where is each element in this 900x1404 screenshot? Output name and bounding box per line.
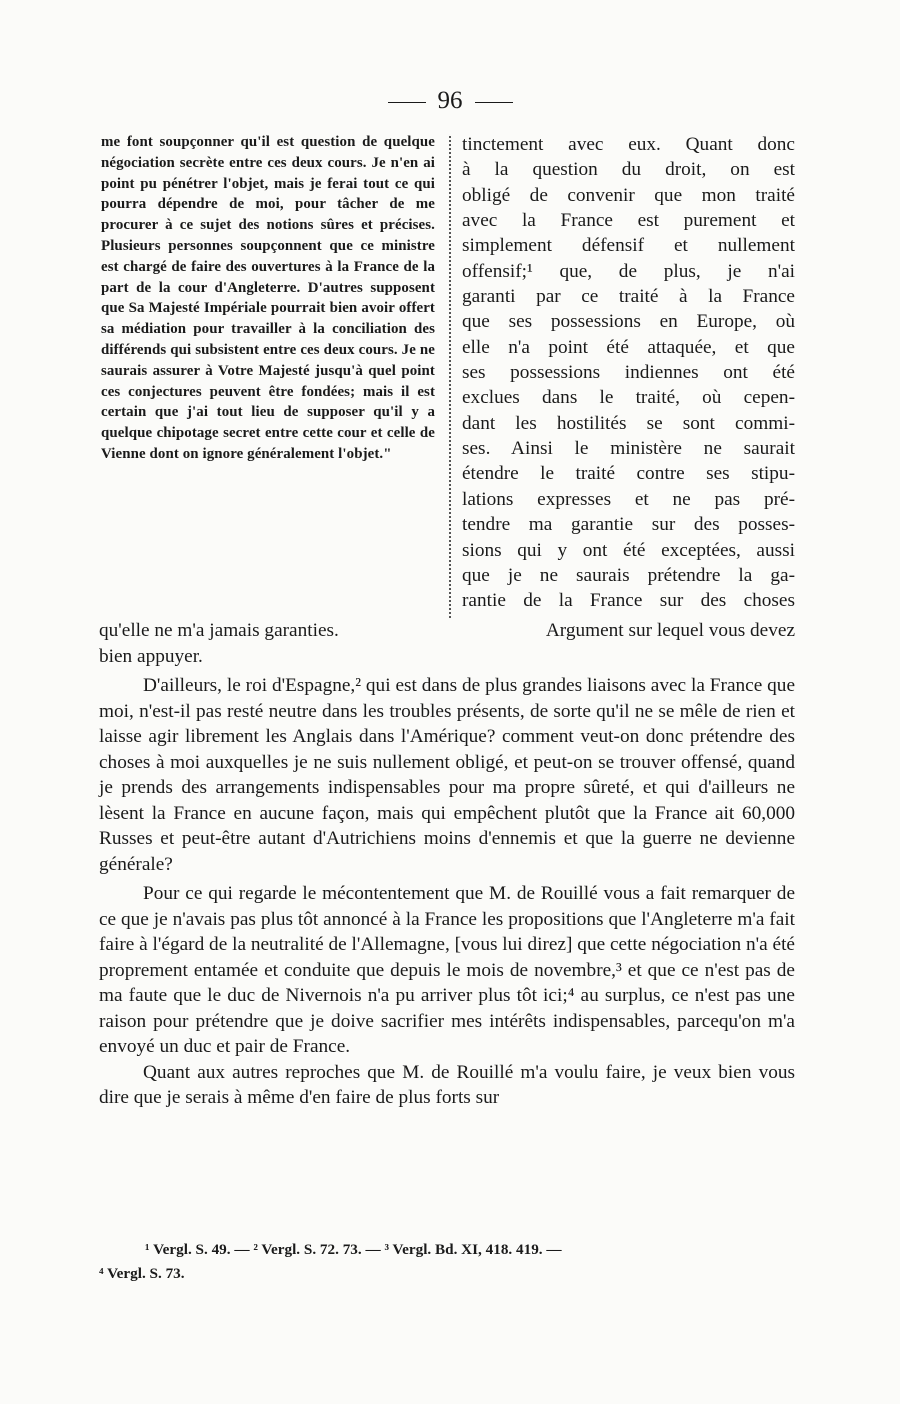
merged-line xyxy=(99,618,795,644)
text-line: simplement défensif et nullement xyxy=(462,235,795,257)
continuation-right: Argument sur lequel vous devez xyxy=(545,620,795,641)
header-dash-left xyxy=(388,102,426,103)
text-line: ses. Ainsi le ministère ne saurait xyxy=(462,438,795,460)
text-line: avec la France est purement et xyxy=(462,210,795,232)
column-divider xyxy=(449,136,451,618)
continuation-left: qu'elle ne m'a jamais garanties. xyxy=(99,620,339,641)
paragraph: D'ailleurs, le roi d'Espagne,² qui est dans de plus grandes liaisons avec la France que moi, n'est-il pas resté neutre dans les troubles présents, de sorte qu'il ne se mêle de rien et laisse agir librement les Anglais dans l'Amérique? comment veut-on donc prétendre des choses à moi auxquelles je ne suis nullement obligé, et peut-on se trouver offensé, quand je prends des arrangements indispensables pour ma propre sûreté, et qui d'ailleurs ne lèsent la France en aucune façon, mais qui empêchent plutôt que la France ait 60,000 Russes et peut-être autant d'Autrichiens moins d'ennemis et que la guerre ne devienne générale? xyxy=(99,675,795,875)
text-line: rantie de la France sur des choses xyxy=(462,590,795,612)
text-line: elle n'a point été attaquée, et que xyxy=(462,336,795,358)
text-line: offensif;¹ que, de plus, je n'ai xyxy=(462,260,795,282)
paragraph: Quant aux autres reproches que M. de Rouillé m'a voulu faire, je veux bien vous dire que je serais à même d'en faire de plus forts sur xyxy=(99,1061,795,1108)
text-line: dant les hostilités se sont commi- xyxy=(462,412,795,434)
footnote-line: ¹ Vergl. S. 49. — ² Vergl. S. 72. 73. — ³ Vergl. Bd. XI, 418. 419. — xyxy=(145,1241,562,1258)
text-line: exclues dans le traité, où cepen- xyxy=(462,387,795,409)
quoted-letter-column: me font soupçonner qu'il est question de quelque négociation secrète entre ces deux cours. Je n'en ai point pu pénétrer l'objet, mais je ferai tout ce qui pourra dépendre de moi, pour tâcher de me procurer à ce sujet des notions sûres et précises. Plusieurs personnes soupçonnent que ce ministre est chargé de faire des ouvertures à la France de la part de la cour d'Angleterre. D'autres supposent que Sa Majesté Impériale pourrait bien avoir offert sa médiation pour travailler à la conciliation des différends qui subsistent entre ces deux cours. Je ne saurais assurer à Votre Majesté jusqu'à quel point ces conjectures peuvent être fondées; mais il est certain que j'ai tout lieu de supposer qu'il y a quelque chipotage secret entre cette cour et celle de Vienne dont on ignore généralement l'objet." xyxy=(101,134,435,462)
text-line: sions qui y ont été exceptées, aussi xyxy=(462,539,795,561)
right-text-column xyxy=(462,132,795,614)
footnote-line: ⁴ Vergl. S. 73. xyxy=(99,1265,185,1282)
text-line: tendre ma garantie sur des posses- xyxy=(462,514,795,536)
text-line: à la question du droit, on est xyxy=(462,159,795,181)
text-line: lations expresses et ne pas pré- xyxy=(462,488,795,510)
text-line: que ses possessions en Europe, où xyxy=(462,311,795,333)
page-header xyxy=(0,84,900,118)
text-line: obligé de convenir que mon traité xyxy=(462,184,795,206)
main-text xyxy=(99,618,795,1111)
text-line: étendre le traité contre ses stipu- xyxy=(462,463,795,485)
continuation-end: bien appuyer. xyxy=(99,645,203,667)
header-dash-right xyxy=(475,102,513,103)
page-number: 96 xyxy=(437,87,463,114)
paragraph: Pour ce qui regarde le mécontentement que M. de Rouillé vous a fait remarquer de ce que je n'avais pas plus tôt annoncé à la France les propositions que l'Angleterre m'a fait faire à l'égard de la neutralité de l'Allemagne, [vous lui direz] que cette négociation n'a été proprement entamée et conduite que depuis le mois de novembre,³ et que ce n'est pas de ma faute que le duc de Nivernois n'a pu arriver plus tôt ici;⁴ au surplus, ce n'est pas une raison pour prétendre que je doive sacrifier mes intérêts indispensables, parcequ'on m'a envoyé un duc et pair de France. xyxy=(99,883,795,1057)
footnotes xyxy=(99,1238,795,1286)
text-line: que je ne saurais prétendre la ga- xyxy=(462,564,795,586)
text-line: tinctement avec eux. Quant donc xyxy=(462,134,795,155)
text-line: ses possessions indiennes ont été xyxy=(462,362,795,384)
text-line: garanti par ce traité à la France xyxy=(462,286,795,308)
